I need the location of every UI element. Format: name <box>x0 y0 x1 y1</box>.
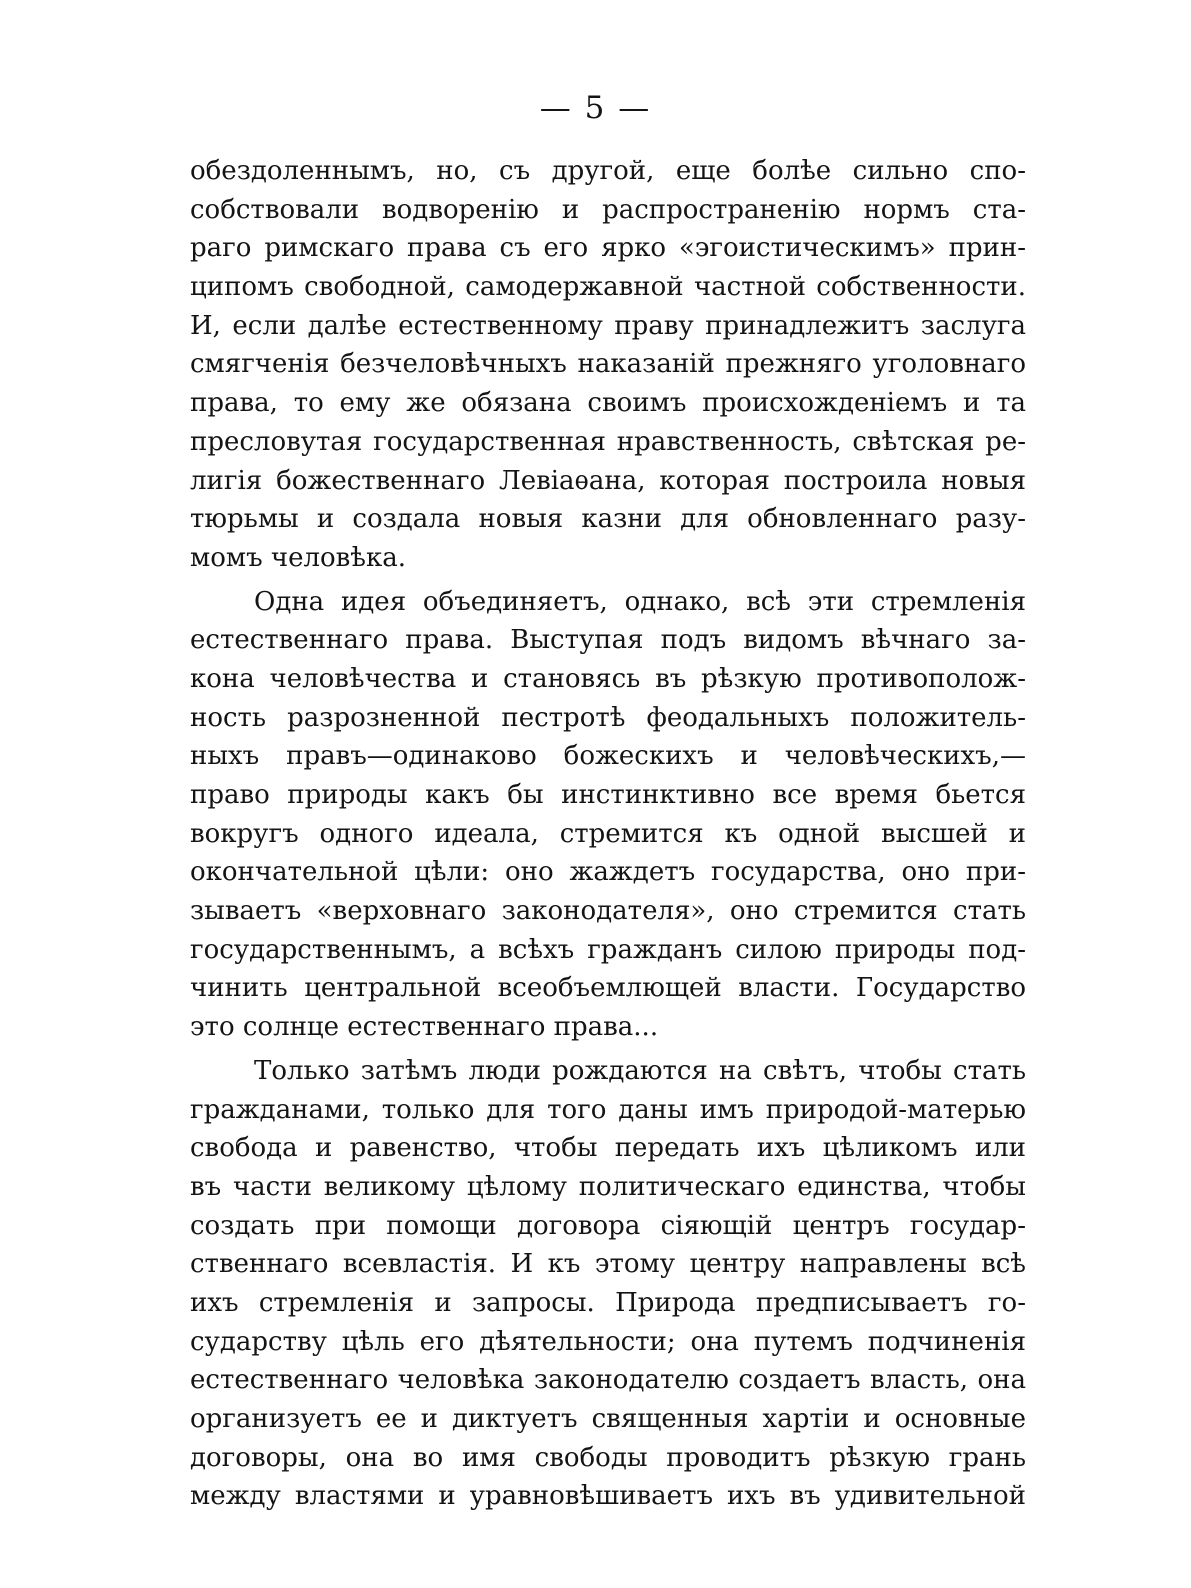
text-line: смягченія безчеловѣчныхъ наказаній прежняго уголовнаго <box>190 349 1026 380</box>
text-line: ципомъ свободной, самодержавной частной собственности. <box>190 272 1026 303</box>
paragraph-2 <box>190 583 1026 1047</box>
paragraph-1 <box>190 152 1026 578</box>
text-line: момъ человѣка. <box>190 542 406 573</box>
text-line: чинить центральной всеобъемлющей власти. Государство <box>190 973 1026 1004</box>
text-line: право природы какъ бы инстинктивно все время бьется <box>190 780 1026 810</box>
text-line: раго римскаго права съ его ярко «эгоистическимъ» прин- <box>190 233 1026 264</box>
text-line: зываетъ «верховнаго законодателя», оно стремится стать <box>190 896 1026 927</box>
text-line: договоры, она во имя свободы проводитъ рѣзкую грань <box>190 1442 1026 1473</box>
text-line: И, если далѣе естественному праву принадлежитъ заслуга <box>190 310 1026 341</box>
text-line: ность разрозненной пестротѣ феодальныхъ положитель- <box>190 702 1026 733</box>
text-line: лигія божественнаго Левіаѳана, которая построила новыя <box>190 465 1026 496</box>
text-line: Только затѣмъ люди рождаются на свѣтъ, чтобы стать <box>254 1055 1026 1086</box>
text-line: это солнце естественнаго права... <box>190 1012 659 1043</box>
text-line: естественнаго человѣка законодателю создаетъ власть, она <box>190 1365 1026 1396</box>
text-line: сударству цѣль его дѣятельности; она путемъ подчиненія <box>190 1326 1026 1357</box>
text-line: естественнаго права. Выступая подъ видомъ вѣчнаго за- <box>190 625 1026 656</box>
text-line: ныхъ правъ—одинаково божескихъ и человѣческихъ,— <box>190 741 1026 772</box>
text-line: собствовали водворенію и распространенію нормъ ста- <box>190 194 1026 225</box>
text-line: обездоленнымъ, но, съ другой, еще болѣе сильно спо- <box>190 156 1026 186</box>
text-line: вокругъ одного идеала, стремится къ одной высшей и <box>190 818 1026 849</box>
text-line: пресловутая государственная нравственность, свѣтская ре- <box>190 426 1026 457</box>
body-text <box>190 152 1026 1516</box>
text-line: права, то ему же обязана своимъ происхожденіемъ и та <box>190 388 1026 419</box>
page-number: — 5 — <box>539 90 652 126</box>
text-line: тюрьмы и создала новыя казни для обновленнаго разу- <box>190 504 1026 535</box>
text-line: государственнымъ, а всѣхъ гражданъ силою природы под- <box>190 934 1026 965</box>
text-line: ихъ стремленія и запросы. Природа предписываетъ го- <box>190 1287 1026 1318</box>
text-line: свобода и равенство, чтобы передать ихъ цѣликомъ или <box>190 1133 1026 1164</box>
text-line: кона человѣчества и становясь въ рѣзкую противополож- <box>190 663 1026 694</box>
text-line: ственнаго всевластія. И къ этому центру направлены всѣ <box>190 1249 1026 1280</box>
text-line: организуетъ ее и диктуетъ священныя хартіи и основные <box>190 1404 1026 1434</box>
text-line: Одна идея объединяетъ, однако, всѣ эти стремленія <box>254 586 1026 617</box>
text-line: между властями и уравновѣшиваетъ ихъ въ удивительной <box>190 1481 1026 1512</box>
text-line: создать при помощи договора сіяющій центръ государ- <box>190 1210 1026 1241</box>
text-line: гражданами, только для того даны имъ природой-матерью <box>190 1094 1026 1125</box>
paragraph-3 <box>190 1052 1026 1516</box>
text-line: въ части великому цѣлому политическаго единства, чтобы <box>190 1171 1026 1202</box>
text-line: окончательной цѣли: оно жаждетъ государства, оно при- <box>190 857 1026 888</box>
